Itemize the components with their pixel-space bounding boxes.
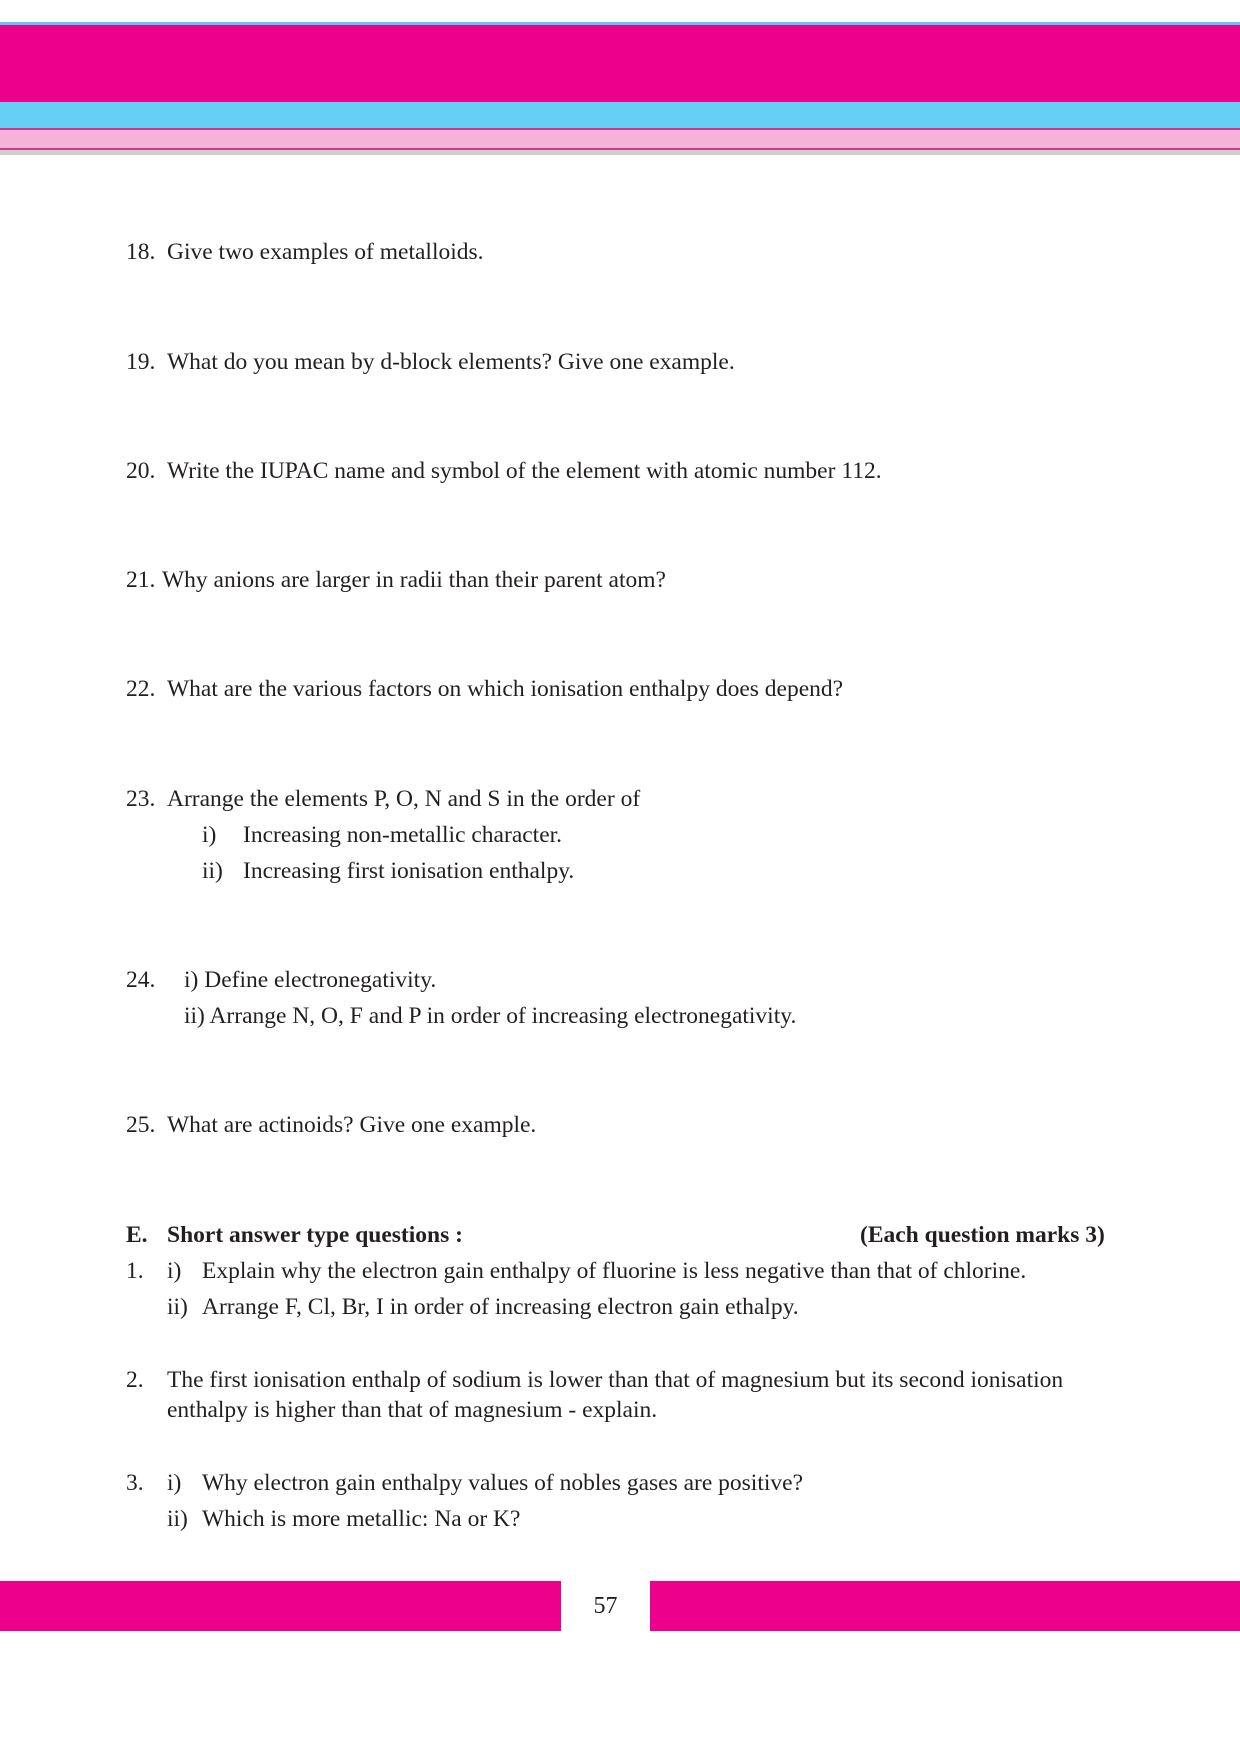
question-text: Write the IUPAC name and symbol of the element with atomic number 112. (167, 458, 882, 484)
part-label: i) (202, 822, 217, 848)
question-number: 18. (126, 239, 156, 265)
question-text: enthalpy is higher than that of magnesium - explain. (167, 1397, 658, 1423)
part-label: ii) (202, 858, 223, 884)
question-text: Why anions are larger in radii than their parent atom? (162, 567, 666, 593)
question-text: The first ionisation enthalp of sodium is lower than that of magnesium but its second ionisation (167, 1367, 1064, 1393)
part-text: ii) Arrange N, O, F and P in order of increasing electronegativity. (184, 1003, 797, 1029)
part-text: Why electron gain enthalpy values of nobles gases are positive? (202, 1470, 804, 1496)
footer-bar-right (650, 1581, 1240, 1631)
question-text: What are actinoids? Give one example. (167, 1112, 537, 1138)
part-text: Explain why the electron gain enthalpy of fluorine is less negative than that of chlorine. (202, 1258, 1027, 1284)
question-text: Arrange the elements P, O, N and S in the order of (167, 786, 641, 812)
footer-bar-left (0, 1581, 561, 1631)
part-text: Increasing non-metallic character. (243, 822, 563, 848)
question-text: What are the various factors on which ionisation enthalpy does depend? (167, 676, 844, 702)
question-number: 22. (126, 676, 156, 702)
part-text: Increasing first ionisation enthalpy. (243, 858, 575, 884)
part-label: i) (167, 1258, 182, 1284)
question-number: 23. (126, 786, 156, 812)
question-number: 2. (126, 1367, 144, 1393)
part-text: Which is more metallic: Na or K? (202, 1506, 521, 1532)
part-label: ii) (167, 1506, 188, 1532)
part-label: i) (167, 1470, 182, 1496)
part-label: ii) (167, 1294, 188, 1320)
page-number: 57 (593, 1593, 618, 1619)
question-number: 24. (126, 967, 156, 993)
part-text: Arrange F, Cl, Br, I in order of increasing electron gain ethalpy. (202, 1294, 799, 1320)
question-number: 3. (126, 1470, 144, 1496)
question-number: 19. (126, 349, 156, 375)
question-number: 1. (126, 1258, 144, 1284)
section-title: Short answer type questions : (167, 1222, 463, 1248)
section-marks: (Each question marks 3) (860, 1222, 1105, 1248)
question-text: What do you mean by d-block elements? Give one example. (167, 349, 735, 375)
part-text: i) Define electronegativity. (184, 967, 437, 993)
question-number: 20. (126, 458, 156, 484)
question-text: Give two examples of metalloids. (167, 239, 484, 265)
question-number: 21. (126, 567, 156, 593)
section-label: E. (126, 1222, 148, 1248)
question-number: 25. (126, 1112, 156, 1138)
